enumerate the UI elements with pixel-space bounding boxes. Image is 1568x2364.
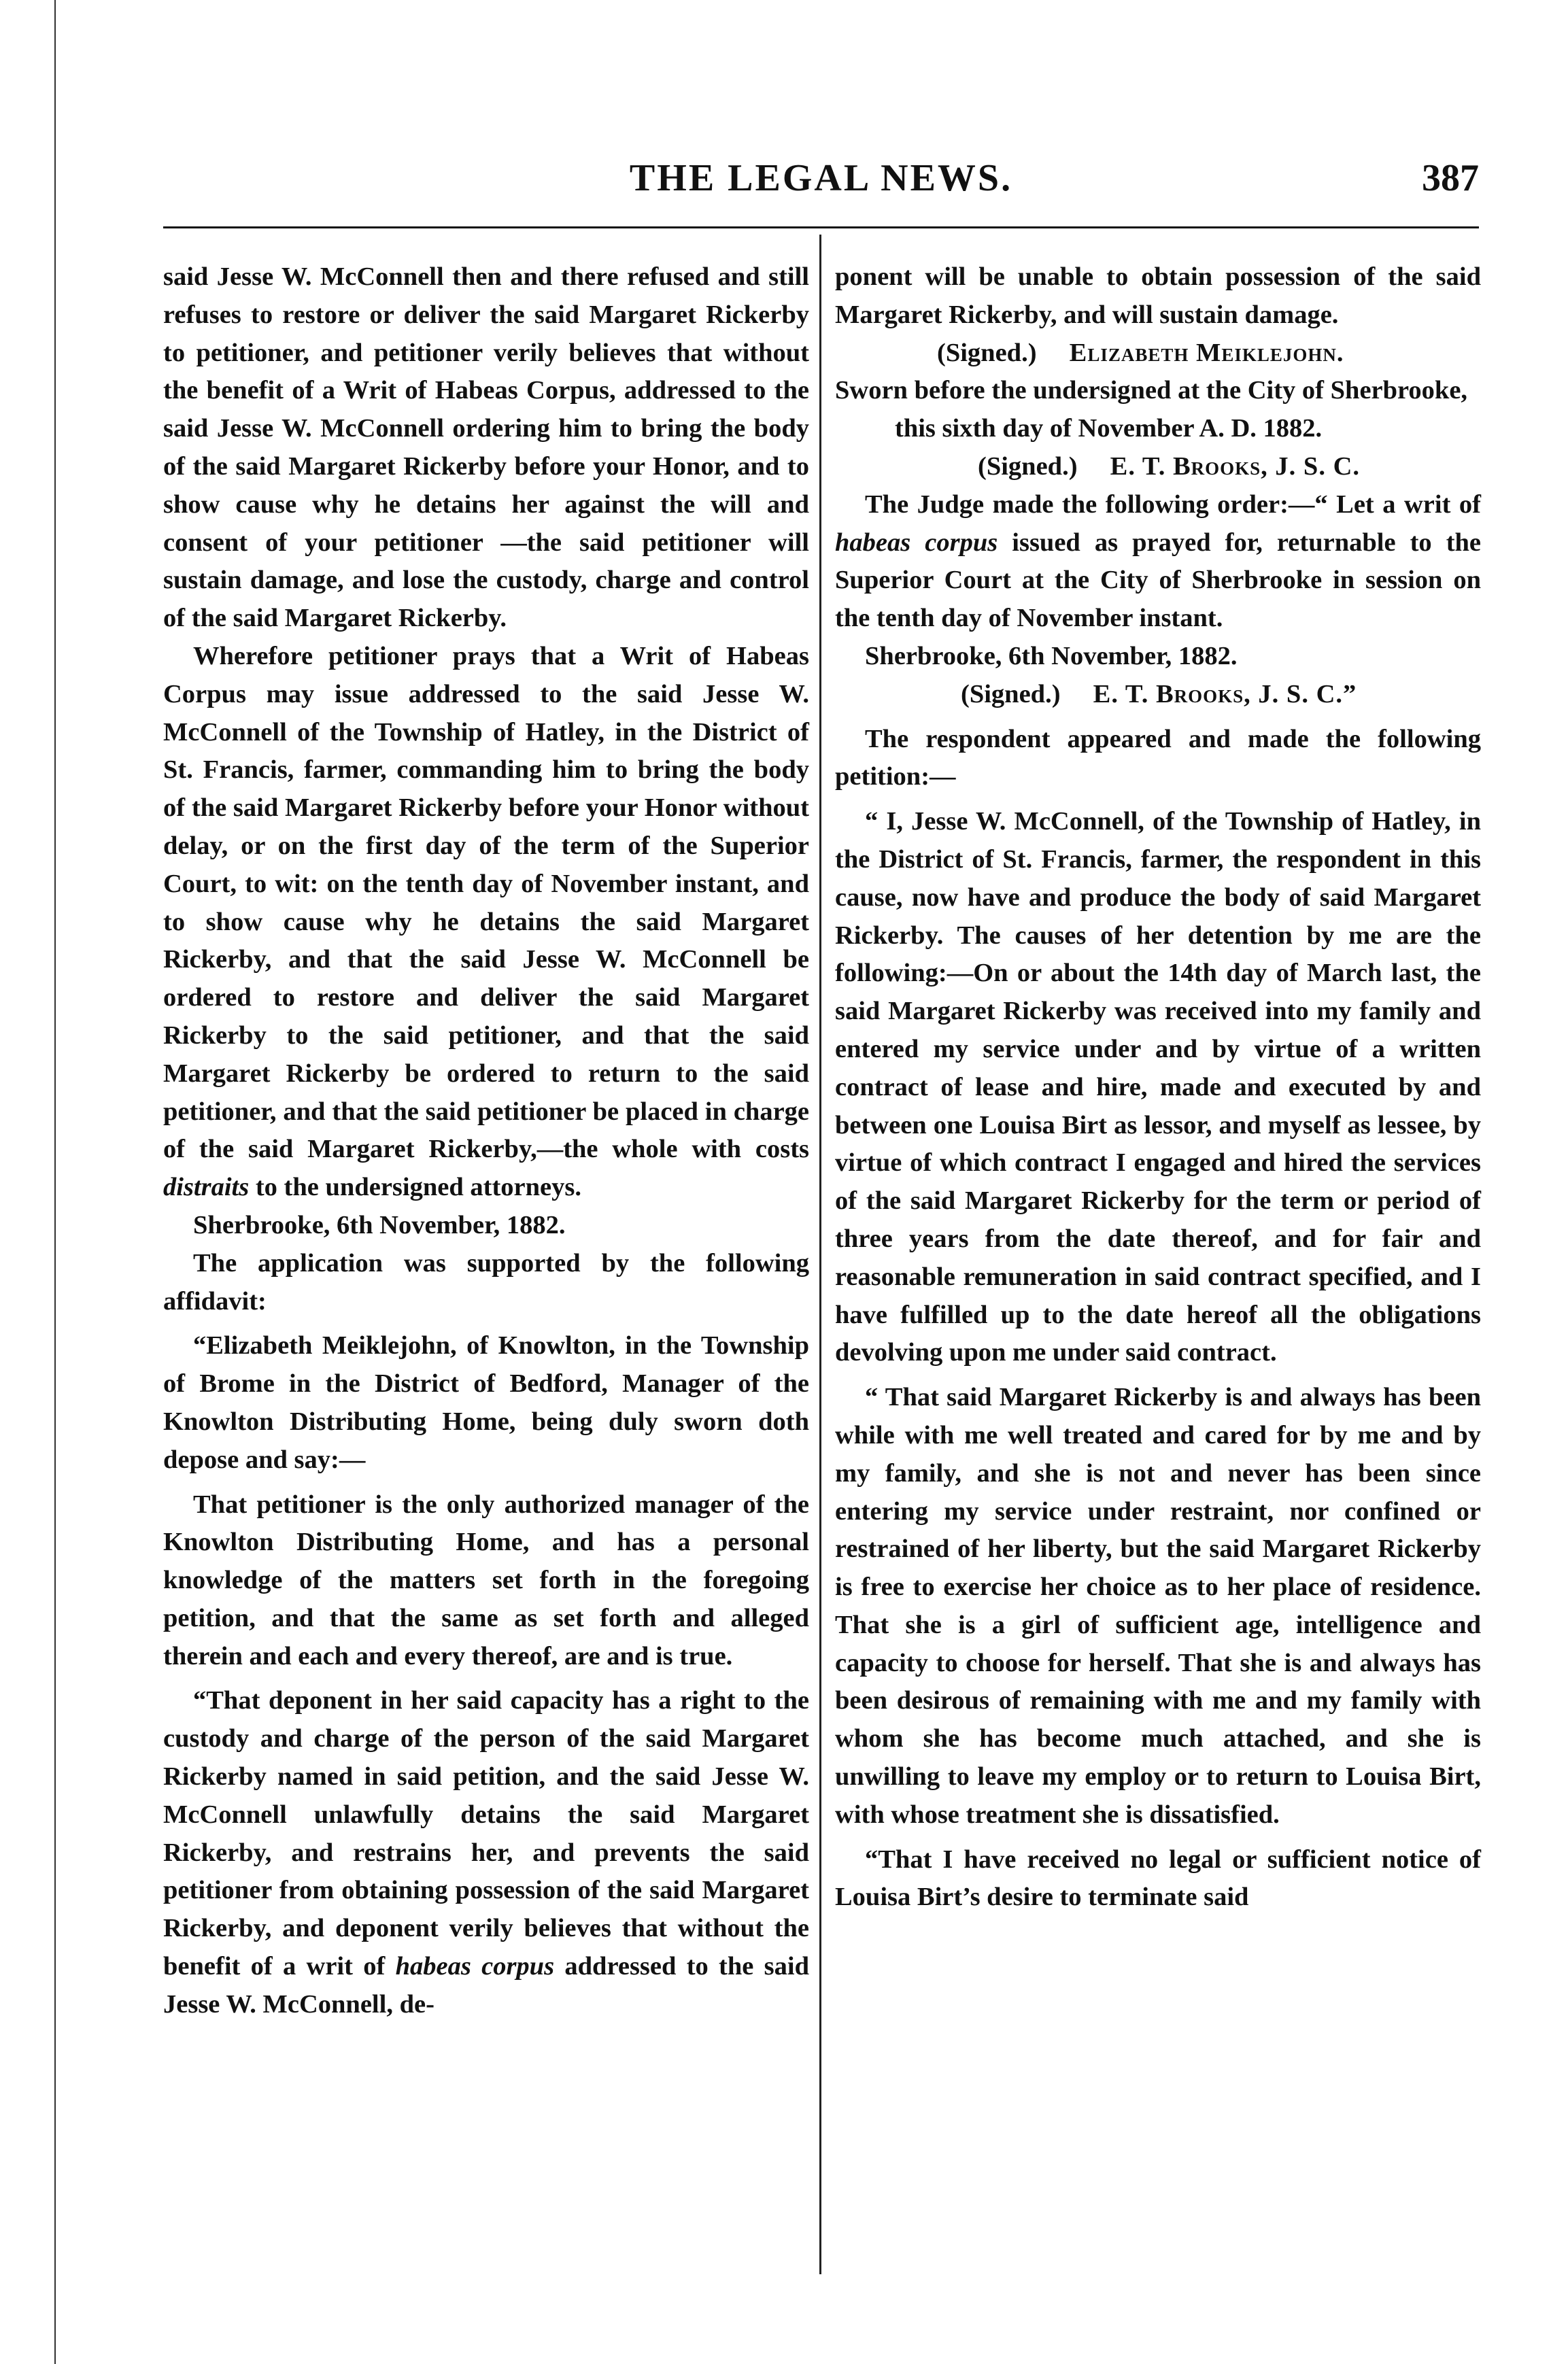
running-title: THE LEGAL NEWS. (629, 157, 1013, 199)
respondent-paragraph: The respondent appeared and made the following petition:— (835, 724, 1481, 791)
order-dateline: Sherbrooke, 6th November, 1882. (865, 641, 1238, 670)
signed-label-1: (Signed.) (937, 338, 1037, 367)
signed-label-2: (Signed.) (978, 451, 1078, 481)
signature-meiklejohn (835, 335, 1481, 373)
sworn-statement: Sworn before the undersigned at the City of Sherbrooke, this sixth day of November A. D. 1882. (835, 376, 1468, 443)
wherefore-end: to the undersigned attorneys. (255, 1173, 581, 1202)
header-rule (163, 226, 1479, 228)
deponent-end: addressed to the said Jesse W. McConnell, de- (163, 1952, 810, 2019)
left-manager-paragraph: That petitioner is the only authorized manager of the Knowlton Distributing Home, and has a personal knowledge of the matters set forth in the foregoing petition, and that the same as set forth and alleged therein and each and every thereof, are and is true. (163, 1490, 809, 1671)
left-application: The application was supported by the following affidavit: (163, 1248, 809, 1316)
signature-brooks-1 (835, 448, 1481, 486)
wherefore-italic: distraits (163, 1173, 250, 1202)
order-text-1: The Judge made the following order:—“ Let a writ of (865, 490, 1481, 519)
signed-name-1: Elizabeth Meiklejohn. (1069, 338, 1344, 367)
page-header (163, 156, 1479, 211)
signed-label-3: (Signed.) (961, 679, 1061, 708)
order-text-2: issued as prayed for, returnable to the Superior Court at the City of Sherbrooke in session on the tenth day of November instant. (835, 528, 1482, 633)
mcconnell-petition: “ I, Jesse W. McConnell, of the Township of Hatley, in the District of St. Francis, farmer, the respondent in this cause, now have and produce the body of said Margaret Rickerby. The causes of her detention by me are the following:—On or about the 14th day of March last, the said Margaret Rickerby was received into my family and entered my service under and by virtue of a written contract of lease and hire, made and executed by and between one Louisa Birt as lessor, and myself as lessee, by virtue of which contract I engaged and hired the services of the said Margaret Rickerby for the term or period of three years from the date thereof, and for fair and reasonable remuneration in said contract specified, and I have fulfilled up to the date hereof all the obligations devolving upon me under said contract. (835, 807, 1481, 1367)
left-deponent-paragraph (163, 1682, 809, 2023)
column-divider-rule (819, 235, 821, 2274)
left-affidavit-intro: “Elizabeth Meiklejohn, of Knowlton, in the Township of Brome in the District of Bedford, Manager of the Knowlton Distributing Home, being duly sworn doth depose and say:— (163, 1331, 809, 1474)
notice-paragraph: “That I have received no legal or sufficient notice of Louisa Birt’s desire to terminate said (835, 1845, 1481, 1912)
left-paragraph-1: said Jesse W. McConnell then and there refused and still refuses to restore or deliver the said Margaret Rickerby to petitioner, and petitioner verily believes that without the benefit of a Writ of Habeas Corpus, addressed to the said Jesse W. McConnell ordering him to bring the body of the said Margaret Rickerby before your Honor, and to show cause why he detains her against the will and consent of your petitioner —the said petitioner will sustain damage, and lose the custody, charge and control of the said Margaret Rickerby. (163, 262, 809, 633)
wherefore-text: Wherefore petitioner prays that a Writ of Habeas Corpus may issue addressed to the said Jesse W. McConnell of the Township of Hatley, in the District of St. Francis, farmer, commanding him to bring the body of the said Margaret Rickerby before your Honor without delay, or on the first day of the term of the Superior Court, to wit: on the tenth day of November instant, and to show cause why he detains the said Margaret Rickerby, and that the said Jesse W. McConnell be ordered to restore and deliver the said Margaret Rickerby to the said petitioner, and that the said Margaret Rickerby be ordered to return to the said petitioner, and that the said petitioner be placed in charge of the said Margaret Rickerby,—the whole with costs (163, 641, 809, 1164)
signed-name-2: E. T. Brooks, J. S. C. (1110, 451, 1361, 481)
binding-edge-line (54, 0, 56, 2364)
treatment-paragraph: “ That said Margaret Rickerby is and always has been while with me well treated and cared for by me and by my family, and she is not and never has been since entering my service under restraint, nor confined or restrained of her liberty, but the said Margaret Rickerby is free to exercise her choice as to her place of residence. That she is a girl of sufficient age, intelligence and capacity to choose for herself. That she is and always has been desirous of remaining with me and my family with whom she has become much attached, and she is unwilling to leave my employ or to return to Louisa Birt, with whose treatment she is dissatisfied. (835, 1383, 1481, 1829)
signature-brooks-2 (835, 676, 1481, 714)
judge-order (835, 486, 1481, 638)
right-paragraph-1: ponent will be unable to obtain possession of the said Margaret Rickerby, and will sustain damage. (835, 262, 1481, 329)
signed-name-3: E. T. Brooks, J. S. C.” (1093, 679, 1357, 708)
right-column (835, 258, 1481, 1917)
left-paragraph-wherefore (163, 638, 809, 1207)
deponent-italic: habeas corpus (395, 1952, 555, 1981)
order-italic: habeas corpus (835, 528, 998, 557)
left-dateline: Sherbrooke, 6th November, 1882. (193, 1210, 566, 1239)
left-column (163, 258, 809, 2024)
page-number: 387 (1422, 157, 1479, 199)
deponent-text: “That deponent in her said capacity has a right to the custody and charge of the person of the said Margaret Rickerby named in said petition, and the said Jesse W. McConnell unlawfully detains the said Margaret Rickerby, and restrains her, and prevents the said petitioner from obtaining possession of the said Margaret Rickerby, and deponent verily believes that without the benefit of a writ of (163, 1686, 809, 1981)
